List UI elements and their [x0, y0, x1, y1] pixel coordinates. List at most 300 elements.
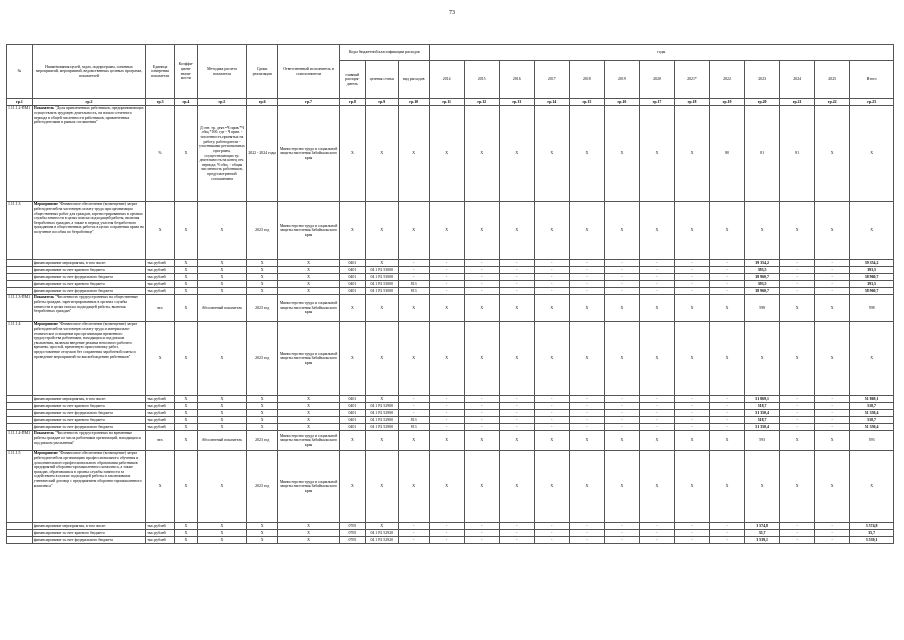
year-value-cell: X [464, 451, 499, 523]
column-number: гр.2 [32, 99, 145, 106]
table-header [7, 45, 894, 106]
row-description: "Финансовое обеспечение (возмещение) затрат работодателей на организацию профессионального обучения и дополнительного профессионального образования работников предприятий оборонно-промышленного комплекса, а также граждан, обратившихся в органы службы занятости за содействием в поиске подходящей работы и заключивших ученический договор с предприятием оборонно-промышленного комплекса" [33, 451, 142, 488]
unit-cell: % [146, 106, 175, 202]
column-number: гр.11 [429, 99, 464, 106]
year-value-cell: 518,7 [850, 417, 894, 424]
budget-article-cell: 04 1 P2 53000 [365, 281, 398, 288]
period-cell: X [247, 288, 278, 295]
year-value-cell: 393,5 [745, 267, 780, 274]
year-value-cell: X [569, 106, 604, 202]
coef-cell: X [175, 530, 198, 537]
year-value-cell: - [674, 403, 709, 410]
financing-row [7, 530, 894, 537]
budget-type-cell: 813 [398, 424, 429, 431]
year-value-cell: - [710, 267, 745, 274]
year-value-cell: - [429, 403, 464, 410]
year-value-cell: - [464, 396, 499, 403]
year-value-cell: 35,7 [850, 530, 894, 537]
header-year: 2024 [780, 61, 815, 99]
year-value-cell: - [569, 396, 604, 403]
column-number: гр.18 [674, 99, 709, 106]
column-number: гр.3 [146, 99, 175, 106]
year-value-cell: - [464, 281, 499, 288]
row-type-label: Показатель [33, 106, 55, 111]
year-value-cell: X [674, 451, 709, 523]
year-value-cell: 51 350,4 [850, 424, 894, 431]
year-value-cell: - [499, 288, 534, 295]
header-unit: Единица измерения показателя [146, 45, 175, 99]
unit-cell: чел. [146, 295, 175, 322]
period-cell: X [247, 281, 278, 288]
period-cell: X [247, 417, 278, 424]
year-value-cell: - [499, 396, 534, 403]
year-value-cell: - [534, 267, 569, 274]
year-value-cell: X [604, 106, 639, 202]
year-value-cell: - [569, 403, 604, 410]
row-number-cell: 1.11.1.2-ПМ1 [7, 106, 33, 202]
unit-cell: X [146, 451, 175, 523]
year-value-cell: X [604, 322, 639, 396]
year-value-cell: 51 350,4 [745, 410, 780, 417]
year-value-cell: - [569, 410, 604, 417]
year-value-cell: - [674, 281, 709, 288]
year-value-cell: X [429, 295, 464, 322]
method-cell: X [197, 530, 246, 537]
unit-cell: тыс.рублей [146, 537, 175, 544]
unit-cell: чел. [146, 431, 175, 451]
year-value-cell: - [639, 260, 674, 267]
year-value-cell: X [429, 431, 464, 451]
table-row [7, 106, 894, 202]
unit-cell: тыс.рублей [146, 260, 175, 267]
method-cell: X [197, 281, 246, 288]
year-value-cell: - [464, 530, 499, 537]
year-value-cell: - [815, 410, 850, 417]
year-value-cell: - [674, 537, 709, 544]
header-year: Итого [850, 61, 894, 99]
row-name-cell: финансирование за счет федерального бюджета [32, 288, 145, 295]
year-value-cell: X [639, 202, 674, 260]
year-value-cell: - [569, 424, 604, 431]
year-value-cell: X [815, 451, 850, 523]
budget-article-cell: X [365, 431, 398, 451]
year-value-cell: X [780, 202, 815, 260]
budget-type-cell: X [398, 322, 429, 396]
year-value-cell: X [815, 106, 850, 202]
year-value-cell: - [604, 417, 639, 424]
year-value-cell: 80 [710, 106, 745, 202]
budget-type-cell: - [398, 530, 429, 537]
row-name-cell [32, 431, 145, 451]
period-cell: 2023 год [247, 451, 278, 523]
row-type-label: Показатель [33, 431, 55, 436]
row-name-cell: финансирование мероприятия, в том числе: [32, 396, 145, 403]
period-cell: X [247, 403, 278, 410]
method-cell: X [197, 424, 246, 431]
budget-main-cell: 0401 [339, 403, 365, 410]
column-number: гр.1 [7, 99, 33, 106]
responsible-cell: X [278, 260, 340, 267]
year-value-cell: - [429, 523, 464, 530]
year-value-cell: X [464, 295, 499, 322]
year-value-cell: - [780, 403, 815, 410]
responsible-cell: Министерство труда и социальной защиты населения Забайкальского края [278, 295, 340, 322]
responsible-cell: X [278, 403, 340, 410]
budget-article-cell: X [365, 322, 398, 396]
year-value-cell: X [429, 202, 464, 260]
unit-cell: тыс.рублей [146, 523, 175, 530]
period-cell: X [247, 523, 278, 530]
year-value-cell: - [464, 537, 499, 544]
row-number-cell [7, 267, 33, 274]
row-name-cell: финансирование за счет краевого бюджета [32, 403, 145, 410]
financing-row [7, 396, 894, 403]
period-cell: 2023 год [247, 295, 278, 322]
year-value-cell: - [780, 260, 815, 267]
year-value-cell: X [639, 451, 674, 523]
row-type-label: Мероприятие [33, 451, 58, 456]
method-cell: X [197, 396, 246, 403]
column-number: гр.5 [197, 99, 246, 106]
year-value-cell: - [780, 288, 815, 295]
year-value-cell: - [710, 274, 745, 281]
column-number: гр.16 [604, 99, 639, 106]
year-value-cell: 518,7 [745, 403, 780, 410]
responsible-cell: X [278, 281, 340, 288]
year-value-cell: - [674, 424, 709, 431]
budget-main-cell: 0705 [339, 523, 365, 530]
budget-article-cell: X [365, 451, 398, 523]
year-value-cell: 38 960,7 [850, 274, 894, 281]
method-cell: X [197, 403, 246, 410]
coef-cell: X [175, 106, 198, 202]
table-row [7, 431, 894, 451]
year-value-cell: X [569, 431, 604, 451]
year-value-cell: - [815, 537, 850, 544]
coef-cell: X [175, 267, 198, 274]
coef-cell: X [175, 417, 198, 424]
year-value-cell: - [639, 523, 674, 530]
year-value-cell: X [639, 322, 674, 396]
year-value-cell: 38 960,7 [745, 274, 780, 281]
year-value-cell: X [674, 431, 709, 451]
header-year: 2019 [604, 61, 639, 99]
year-value-cell: X [464, 202, 499, 260]
coef-cell: X [175, 523, 198, 530]
row-type-label: Мероприятие [33, 322, 58, 327]
year-value-cell: X [604, 431, 639, 451]
budget-article-cell: X [365, 260, 398, 267]
header-year: 2014 [429, 61, 464, 99]
year-value-cell: X [674, 202, 709, 260]
responsible-cell: X [278, 410, 340, 417]
method-cell: X [197, 322, 246, 396]
year-value-cell: - [780, 530, 815, 537]
year-value-cell: - [639, 537, 674, 544]
budget-article-cell: 04 1 P2 52900 [365, 417, 398, 424]
row-name-cell [32, 322, 145, 396]
budget-type-cell: X [398, 431, 429, 451]
column-number: гр.10 [398, 99, 429, 106]
year-value-cell: - [429, 288, 464, 295]
year-value-cell: - [534, 274, 569, 281]
year-value-cell: - [780, 417, 815, 424]
budget-type-cell: - [398, 267, 429, 274]
year-value-cell: - [464, 288, 499, 295]
year-value-cell: - [604, 530, 639, 537]
row-description: "Доля привлеченных работников, предпринимающих осуществлять трудовую деятельность, на начало отчетного периода в общей численности работников, привлеченных работодателями в рамках соглашения" [33, 106, 144, 125]
year-value-cell: - [710, 288, 745, 295]
period-cell: X [247, 530, 278, 537]
budget-type-cell: - [398, 274, 429, 281]
year-value-cell: - [780, 537, 815, 544]
coef-cell: X [175, 295, 198, 322]
header-budget-article: целевая статья [365, 61, 398, 99]
row-number-cell: 1.11.1.4 [7, 322, 33, 396]
year-value-cell: 593 [850, 431, 894, 451]
coef-cell: X [175, 281, 198, 288]
column-number: гр.8 [339, 99, 365, 106]
year-value-cell: - [604, 396, 639, 403]
year-value-cell: - [569, 417, 604, 424]
year-value-cell: - [429, 396, 464, 403]
year-value-cell: - [674, 530, 709, 537]
year-value-cell: X [780, 295, 815, 322]
budget-main-cell: X [339, 451, 365, 523]
year-value-cell: 598 [850, 295, 894, 322]
row-description: "Финансовое обеспечение (возмещение) затрат работодателей на частичную оплату труда при организации общественных работ для граждан, зарегистрированных в органах службы занятости в целях поиска подходящей работы, включая безработных граждан, а также в период участия безработного гражданина в общественных работах в целях сохранения права на получение пособия по безработице" [33, 202, 144, 234]
year-value-cell: - [710, 410, 745, 417]
year-value-cell: X [710, 202, 745, 260]
header-year: 2015 [464, 61, 499, 99]
year-value-cell: - [429, 424, 464, 431]
budget-type-cell: X [398, 202, 429, 260]
year-value-cell: - [815, 288, 850, 295]
responsible-cell: X [278, 267, 340, 274]
year-value-cell: - [815, 403, 850, 410]
year-value-cell: 51 869,1 [745, 396, 780, 403]
year-value-cell: 3 574,8 [745, 523, 780, 530]
year-value-cell: X [850, 451, 894, 523]
year-value-cell: X [674, 295, 709, 322]
budget-article-cell: 04 1 P2 52920 [365, 537, 398, 544]
coef-cell: X [175, 322, 198, 396]
year-value-cell: X [604, 295, 639, 322]
table-row [7, 322, 894, 396]
year-value-cell: X [499, 451, 534, 523]
responsible-cell: Министерство труда и социальной защиты населения Забайкальского края [278, 106, 340, 202]
column-number: гр.21 [780, 99, 815, 106]
column-number: гр.6 [247, 99, 278, 106]
year-value-cell: - [780, 410, 815, 417]
year-value-cell: - [499, 260, 534, 267]
page-number: 73 [449, 10, 455, 16]
row-name-cell: финансирование за счет федерального бюджета [32, 410, 145, 417]
year-value-cell: - [604, 424, 639, 431]
financing-row [7, 410, 894, 417]
method-cell: X [197, 274, 246, 281]
coef-cell: X [175, 288, 198, 295]
method-cell: X [197, 410, 246, 417]
unit-cell: X [146, 202, 175, 260]
year-value-cell: 393,5 [850, 281, 894, 288]
year-value-cell: - [639, 281, 674, 288]
column-number: гр.17 [639, 99, 674, 106]
budget-type-cell: - [398, 260, 429, 267]
year-value-cell: 3 574,8 [850, 523, 894, 530]
year-value-cell: - [534, 530, 569, 537]
year-value-cell: 593 [745, 431, 780, 451]
budget-main-cell: 0401 [339, 396, 365, 403]
budget-main-cell: 0705 [339, 537, 365, 544]
year-value-cell: - [464, 403, 499, 410]
budget-article-cell: 04 1 P2 52900 [365, 403, 398, 410]
year-value-cell: - [639, 410, 674, 417]
year-value-cell: - [604, 523, 639, 530]
year-value-cell: 39 354,2 [745, 260, 780, 267]
year-value-cell: - [429, 267, 464, 274]
year-value-cell: - [534, 396, 569, 403]
year-value-cell: X [639, 295, 674, 322]
year-value-cell: - [534, 410, 569, 417]
year-value-cell: 518,7 [850, 403, 894, 410]
budget-main-cell: 0705 [339, 530, 365, 537]
coef-cell: X [175, 424, 198, 431]
budget-article-cell: X [365, 523, 398, 530]
budget-main-cell: 0401 [339, 417, 365, 424]
budget-article-cell: 04 1 P2 52900 [365, 410, 398, 417]
year-value-cell: - [710, 530, 745, 537]
year-value-cell: X [499, 106, 534, 202]
year-value-cell: - [499, 274, 534, 281]
year-value-cell: - [604, 281, 639, 288]
column-number: гр.23 [850, 99, 894, 106]
year-value-cell: - [429, 274, 464, 281]
row-number-cell [7, 410, 33, 417]
year-value-cell: X [499, 322, 534, 396]
header-period: Сроки реализации [247, 45, 278, 99]
budget-type-cell: 813 [398, 288, 429, 295]
year-value-cell: X [710, 451, 745, 523]
year-value-cell: - [534, 424, 569, 431]
method-cell: X [197, 417, 246, 424]
unit-cell: тыс.рублей [146, 410, 175, 417]
year-value-cell: - [674, 274, 709, 281]
budget-main-cell: 0401 [339, 281, 365, 288]
year-value-cell: - [674, 288, 709, 295]
year-value-cell: X [710, 431, 745, 451]
row-number-cell [7, 274, 33, 281]
table-body [7, 106, 894, 544]
year-value-cell: - [815, 396, 850, 403]
year-value-cell: X [464, 431, 499, 451]
year-value-cell: X [780, 322, 815, 396]
year-value-cell: 81 [780, 106, 815, 202]
year-value-cell: - [569, 288, 604, 295]
row-number-cell [7, 281, 33, 288]
row-number-cell [7, 288, 33, 295]
year-value-cell: X [745, 451, 780, 523]
year-value-cell: - [464, 410, 499, 417]
period-cell: X [247, 410, 278, 417]
row-name-cell [32, 451, 145, 523]
year-value-cell: - [499, 267, 534, 274]
unit-cell: тыс.рублей [146, 424, 175, 431]
column-number: гр.22 [815, 99, 850, 106]
year-value-cell: X [499, 431, 534, 451]
year-value-cell: X [429, 322, 464, 396]
year-value-cell: - [429, 281, 464, 288]
year-value-cell: - [499, 424, 534, 431]
year-value-cell: - [429, 530, 464, 537]
coef-cell: X [175, 260, 198, 267]
year-value-cell: - [464, 274, 499, 281]
row-number-cell [7, 523, 33, 530]
year-value-cell: X [850, 322, 894, 396]
year-value-cell: - [639, 424, 674, 431]
year-value-cell: X [815, 431, 850, 451]
year-value-cell: - [499, 281, 534, 288]
financing-row [7, 288, 894, 295]
year-value-cell: - [815, 530, 850, 537]
row-name-cell: финансирование за счет краевого бюджета [32, 281, 145, 288]
unit-cell: тыс.рублей [146, 403, 175, 410]
period-cell: 2023 год [247, 431, 278, 451]
year-value-cell: - [429, 417, 464, 424]
row-number-cell [7, 424, 33, 431]
column-number: гр.7 [278, 99, 340, 106]
year-value-cell: 3 539,1 [850, 537, 894, 544]
row-description: "Финансовое обеспечение (возмещение) затрат работодателей на частичную оплату труда и материально-техническое оснащение при организации временного трудоустройства работников, находящихся под риском увольнения, включая введение режима неполного рабочего времени, простой, временную приостановку работ, предоставление отпусков без сохранения заработной платы и проведение мероприятий по высвобождению работников" [33, 322, 138, 359]
table-row [7, 451, 894, 523]
year-value-cell: 51 869,1 [850, 396, 894, 403]
year-value-cell: X [569, 295, 604, 322]
year-value-cell: X [710, 322, 745, 396]
year-value-cell: - [674, 417, 709, 424]
year-value-cell: - [639, 403, 674, 410]
year-value-cell: - [780, 274, 815, 281]
year-value-cell: X [429, 106, 464, 202]
year-value-cell: - [569, 260, 604, 267]
year-value-cell: - [710, 396, 745, 403]
method-cell: X [197, 202, 246, 260]
year-value-cell: - [710, 537, 745, 544]
header-name: Наименования целей, задач, подпрограмм, основных мероприятий, мероприятий, ведомственных целевых программ, показателей [32, 45, 145, 99]
column-number: гр.12 [464, 99, 499, 106]
coef-cell: X [175, 202, 198, 260]
unit-cell: тыс.рублей [146, 396, 175, 403]
budget-type-cell: - [398, 410, 429, 417]
responsible-cell: X [278, 396, 340, 403]
responsible-cell: X [278, 530, 340, 537]
column-number: гр.20 [745, 99, 780, 106]
responsible-cell: X [278, 523, 340, 530]
year-value-cell: X [850, 202, 894, 260]
year-value-cell: X [534, 451, 569, 523]
financing-row [7, 281, 894, 288]
coef-cell: X [175, 431, 198, 451]
year-value-cell: 51 350,4 [745, 424, 780, 431]
year-value-cell: - [569, 267, 604, 274]
year-value-cell: - [464, 417, 499, 424]
year-value-cell: - [534, 281, 569, 288]
year-value-cell: - [710, 260, 745, 267]
responsible-cell: X [278, 417, 340, 424]
budget-main-cell: X [339, 202, 365, 260]
year-value-cell: X [815, 322, 850, 396]
year-value-cell: - [464, 267, 499, 274]
year-value-cell: X [534, 322, 569, 396]
